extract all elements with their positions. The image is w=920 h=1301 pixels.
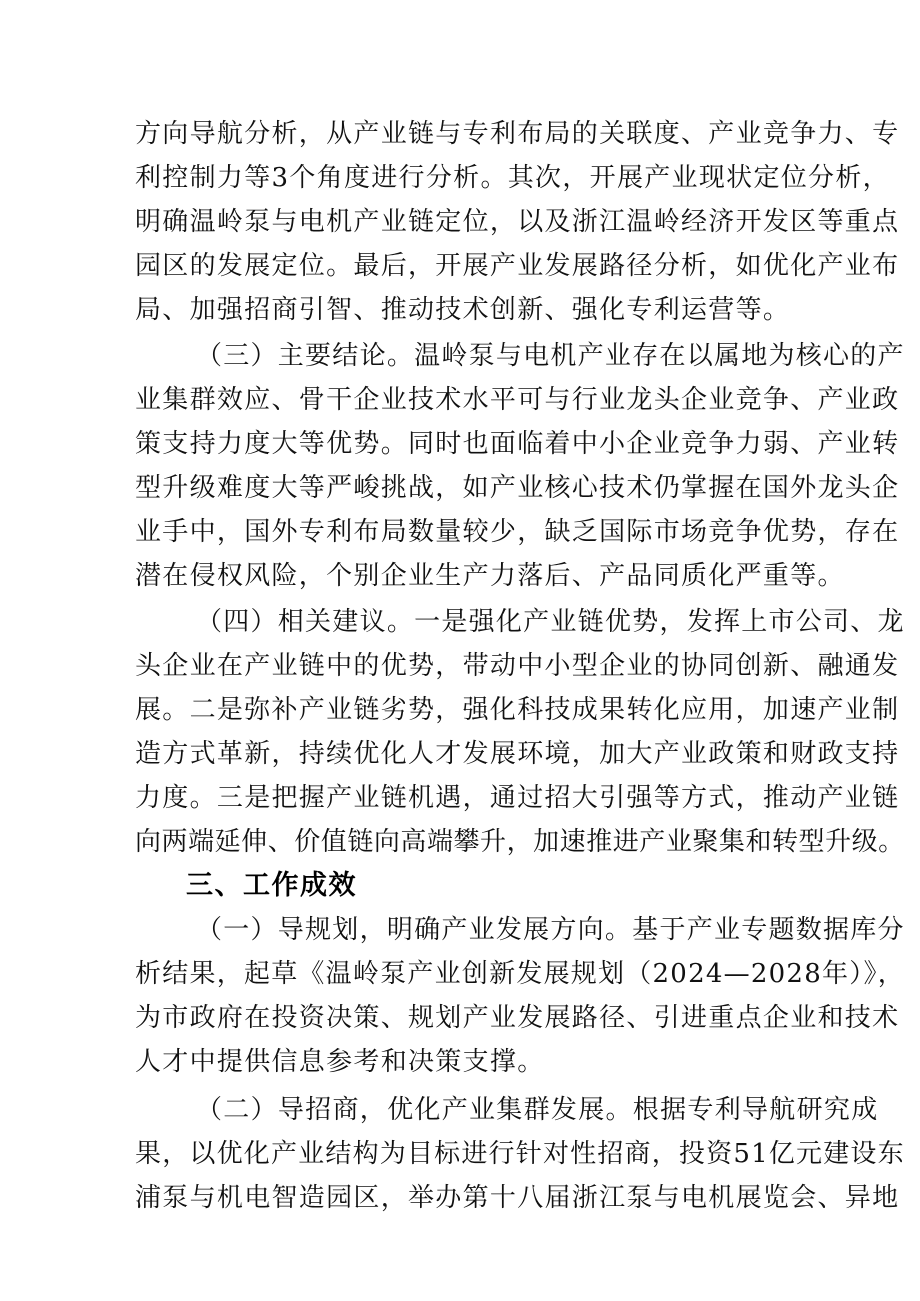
paragraph-line: 业手中，国外专利布局数量较少，缺乏国际市场竞争优势，存在 <box>135 517 900 547</box>
paragraph-line: 利控制力等3个角度进行分析。其次，开展产业现状定位分析， <box>135 163 890 193</box>
paragraph-line: 方向导航分析，从产业链与专利布局的关联度、产业竞争力、专 <box>135 119 900 149</box>
paragraph-line: 造方式革新，持续优化人才发展环境，加大产业政策和财政支持 <box>135 739 900 769</box>
paragraph-line: 向两端延伸、价值链向高端攀升，加速推进产业聚集和转型升级。 <box>135 827 905 857</box>
paragraph-line: 展。二是弥补产业链劣势，强化科技成果转化应用，加速产业制 <box>135 695 900 725</box>
paragraph-line: （四）相关建议。一是强化产业链优势，发挥上市公司、龙 <box>196 607 905 637</box>
paragraph-line: 业集群效应、骨干企业技术水平可与行业龙头企业竞争、产业政 <box>135 385 900 415</box>
paragraph-line: （二）导招商，优化产业集群发展。根据专利导航研究成 <box>196 1095 879 1125</box>
paragraph-line: 潜在侵权风险，个别企业生产力落后、产品同质化严重等。 <box>135 561 845 591</box>
paragraph-line: （三）主要结论。温岭泵与电机产业存在以属地为核心的产 <box>196 341 905 371</box>
paragraph-line: 园区的发展定位。最后，开展产业发展路径分析，如优化产业布 <box>135 251 900 281</box>
paragraph-line: 为市政府在投资决策、规划产业发展路径、引进重点企业和技术 <box>135 1003 900 1033</box>
paragraph-line: 策支持力度大等优势。同时也面临着中小企业竞争力弱、产业转 <box>135 429 900 459</box>
paragraph-line: 局、加强招商引智、推动技术创新、强化专利运营等。 <box>135 295 791 325</box>
paragraph-line: 型升级难度大等严峻挑战，如产业核心技术仍掌握在国外龙头企 <box>135 473 900 503</box>
paragraph-line: 力度。三是把握产业链机遇，通过招大引强等方式，推动产业链 <box>135 783 900 813</box>
paragraph-line: 浦泵与机电智造园区，举办第十八届浙江泵与电机展览会、异地 <box>135 1183 900 1213</box>
paragraph-line: 头企业在产业链中的优势，带动中小型企业的协同创新、融通发 <box>135 651 900 681</box>
paragraph-line: 果，以优化产业结构为目标进行针对性招商，投资51亿元建设东 <box>135 1139 905 1169</box>
paragraph-line: 析结果，起草《温岭泵产业创新发展规划（2024—2028年）》， <box>135 959 905 989</box>
section-heading: 三、工作成效 <box>186 870 357 901</box>
paragraph-line: 明确温岭泵与电机产业链定位，以及浙江温岭经济开发区等重点 <box>135 207 900 237</box>
paragraph-line: 人才中提供信息参考和决策支撑。 <box>135 1047 545 1077</box>
paragraph-line: （一）导规划，明确产业发展方向。基于产业专题数据库分 <box>196 915 905 945</box>
